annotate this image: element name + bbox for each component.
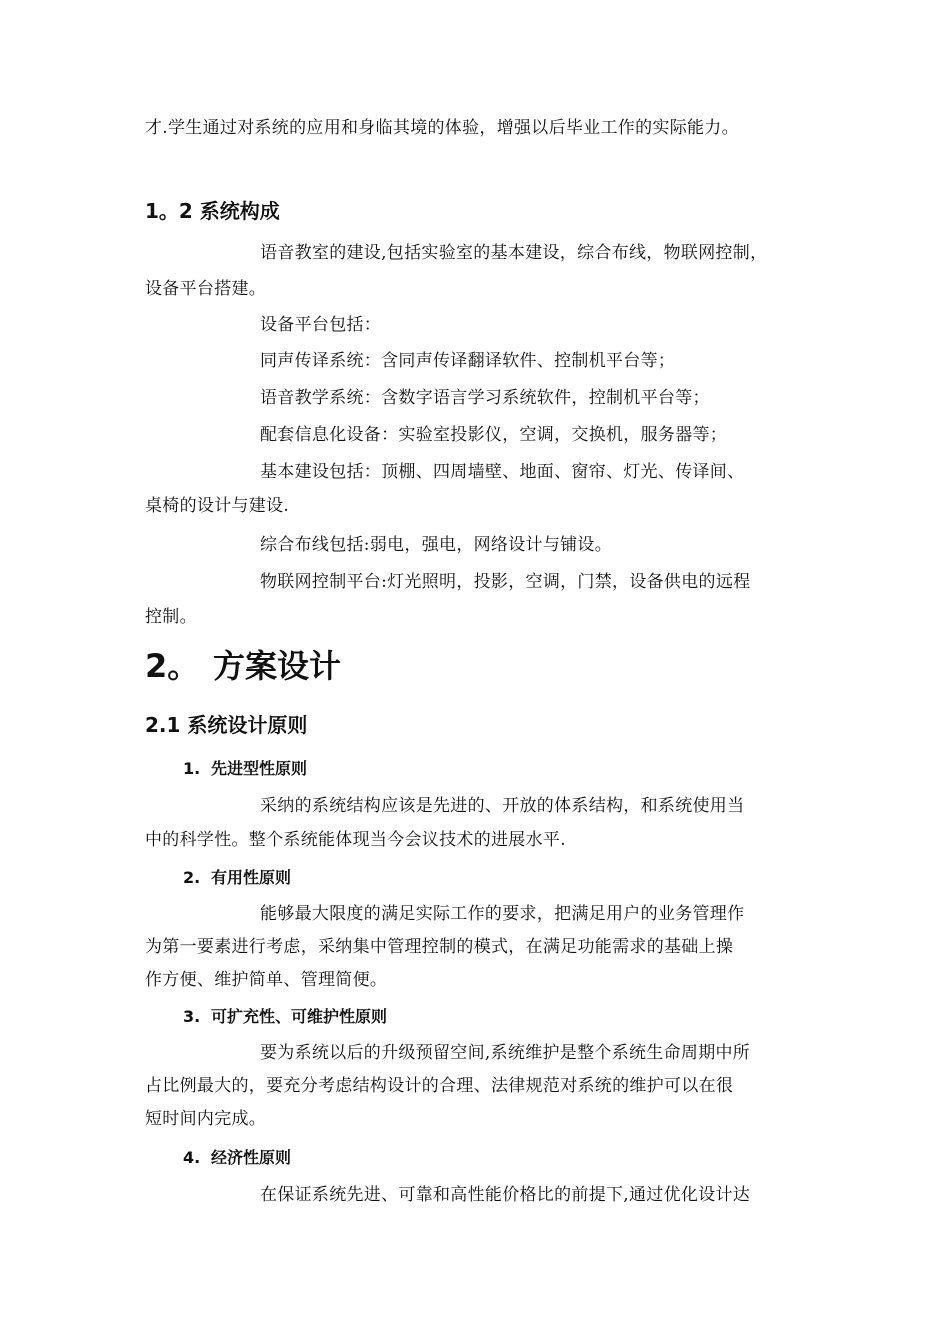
paragraph-line: 要为系统以后的升级预留空间,系统维护是整个系统生命周期中所 (260, 1043, 751, 1063)
paragraph-line: 语音教学系统：含数字语言学习系统软件，控制机平台等； (260, 388, 710, 408)
principle-number: 1. (183, 759, 201, 778)
paragraph-line: 设备平台搭建。 (145, 279, 267, 299)
principle-heading (183, 866, 291, 890)
paragraph-line: 同声传译系统：含同声传译翻译软件、控制机平台等； (260, 351, 676, 371)
paragraph-line: 为第一要素进行考虑，采纳集中管理控制的模式，在满足功能需求的基础上操 (145, 937, 734, 957)
principle-number: 2. (183, 868, 201, 887)
principle-title: 经济性原则 (211, 1148, 292, 1167)
paragraph-line: 短时间内完成。 (145, 1109, 267, 1129)
paragraph-line: 物联网控制平台:灯光照明，投影，空调，门禁，设备供电的远程 (260, 572, 751, 592)
paragraph-line: 语音教室的建设,包括实验室的基本建设，综合布线，物联网控制， (260, 243, 768, 263)
chapter-title: 方案设计 (213, 647, 342, 685)
paragraph-line: 配套信息化设备：实验室投影仪，空调，交换机，服务器等； (260, 425, 728, 445)
principle-heading (183, 757, 307, 781)
paragraph-line: 占比例最大的，要充分考虑结构设计的合理、法律规范对系统的维护可以在很 (145, 1076, 734, 1096)
principle-number: 4. (183, 1148, 201, 1167)
principle-title: 先进型性原则 (211, 759, 308, 778)
paragraph-line: 作方便、维护简单、管理简便。 (145, 970, 388, 990)
principle-title: 有用性原则 (211, 868, 292, 887)
chapter-heading-2 (145, 644, 341, 688)
continuation-paragraph: 才.学生通过对系统的应用和身临其境的体验，增强以后毕业工作的实际能力。 (145, 118, 739, 138)
paragraph-line: 控制。 (145, 607, 197, 627)
paragraph-line: 基本建设包括：顶棚、四周墙壁、地面、窗帘、灯光、传译间、 (260, 462, 745, 482)
section-heading-1-2: 1。2 系统构成 (145, 199, 280, 223)
principle-heading (183, 1005, 387, 1029)
paragraph-line: 桌椅的设计与建设. (145, 496, 290, 516)
principle-heading (183, 1146, 291, 1170)
chapter-number: 2。 (145, 647, 200, 685)
paragraph-line: 中的科学性。整个系统能体现当今会议技术的进展水平. (145, 830, 566, 850)
principle-number: 3. (183, 1007, 201, 1026)
paragraph-line: 能够最大限度的满足实际工作的要求，把满足用户的业务管理作 (260, 904, 745, 924)
section-heading-2-1: 2.1 系统设计原则 (145, 713, 308, 737)
paragraph-line: 采纳的系统结构应该是先进的、开放的体系结构，和系统使用当 (260, 796, 745, 816)
principle-title: 可扩充性、可维护性原则 (211, 1007, 388, 1026)
paragraph-line: 综合布线包括:弱电，强电，网络设计与铺设。 (260, 535, 613, 555)
paragraph-line: 设备平台包括： (260, 315, 382, 335)
paragraph-line: 在保证系统先进、可靠和高性能价格比的前提下,通过优化设计达 (260, 1185, 751, 1205)
